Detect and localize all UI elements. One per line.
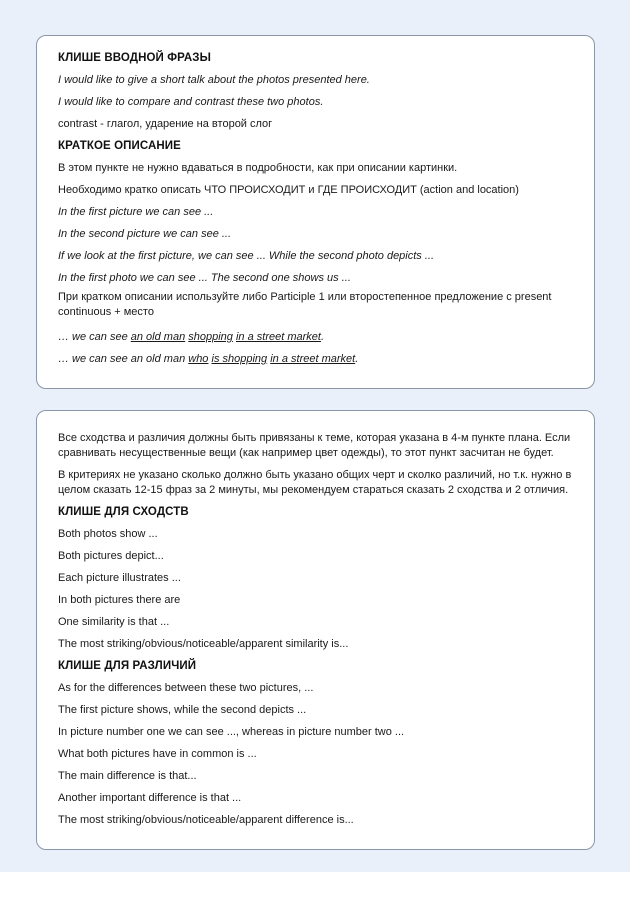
example-row — [58, 327, 578, 349]
diff-phrase-5: The main difference is that... — [58, 770, 197, 782]
compare-note-1: Все сходства и различия должны быть привязаны к теме, которая указана в 4-м пункте плана. Если сравнивать несущественные вещи (как например цвет одежды), то этот пункт засчитан не будет. — [58, 432, 571, 459]
diff-phrase-4: What both pictures have in common is ... — [58, 748, 257, 760]
example-1-place: in a street market — [235, 331, 321, 343]
list-item — [58, 546, 578, 568]
list-item — [58, 766, 578, 788]
diff-phrase-6: Another important difference is that ... — [58, 792, 242, 804]
diff-phrase-1: As for the differences between these two pictures, ... — [58, 682, 314, 694]
example-1-participle: shopping — [188, 331, 233, 343]
intro-phrase-row — [58, 92, 578, 114]
intro-note-row — [58, 114, 578, 136]
intro-phrase-row — [58, 70, 578, 92]
list-item — [58, 612, 578, 634]
brief-heading-row — [58, 136, 578, 158]
intro-card — [36, 35, 595, 389]
diff-phrase-7: The most striking/obvious/noticeable/apparent difference is... — [58, 814, 354, 826]
example-2-end: . — [355, 353, 359, 365]
brief-phrase-1: In the first picture we can see ... — [58, 206, 214, 218]
diff-phrase-3: In picture number one we can see ..., whereas in picture number two ... — [58, 726, 405, 738]
example-1-subject: an old man — [130, 331, 186, 343]
similar-heading: КЛИШЕ ДЛЯ СХОДСТВ — [58, 506, 189, 518]
example-1 — [58, 331, 324, 343]
intro-heading-row — [58, 48, 578, 70]
brief-phrase-row — [58, 268, 578, 290]
list-item — [58, 524, 578, 546]
compare-note-row — [58, 468, 578, 502]
similar-phrase-1: Both photos show ... — [58, 528, 158, 540]
diff-heading: КЛИШЕ ДЛЯ РАЗЛИЧИЙ — [58, 660, 197, 672]
example-2-relative: who — [188, 353, 209, 365]
list-item — [58, 678, 578, 700]
list-item — [58, 722, 578, 744]
similar-phrase-2: Both pictures depict... — [58, 550, 164, 562]
example-row — [58, 349, 578, 371]
example-2-prefix: … we can see an old man — [58, 353, 189, 365]
example-2-place: in a street market — [270, 353, 356, 365]
participle-note-row — [58, 290, 578, 327]
intro-phrase-1: I would like to give a short talk about the photos presented here. — [58, 74, 370, 86]
list-item — [58, 590, 578, 612]
list-item — [58, 568, 578, 590]
brief-heading: КРАТКОЕ ОПИСАНИЕ — [58, 140, 181, 152]
intro-heading: КЛИШЕ ВВОДНОЙ ФРАЗЫ — [58, 52, 211, 64]
compare-note-2: В критериях не указано сколько должно быть указано общих черт и сколко различий, но т.к. нужно в целом сказать 12-15 фраз за 2 минуты, мы рекомендуем стараться сказать 2 сходства и 2 отличия. — [58, 469, 572, 496]
example-1-end: . — [320, 331, 325, 343]
brief-phrase-4: In the first photo we can see ... The second one shows us ... — [58, 272, 351, 284]
brief-phrase-row — [58, 246, 578, 268]
similar-phrase-6: The most striking/obvious/noticeable/apparent similarity is... — [58, 638, 349, 650]
example-2-verb: is shopping — [211, 353, 268, 365]
brief-note-row — [58, 180, 578, 202]
list-item — [58, 788, 578, 810]
brief-note-1: В этом пункте не нужно вдаваться в подробности, как при описании картинки. — [58, 162, 458, 174]
intro-phrase-2: I would like to compare and contrast these two photos. — [58, 96, 324, 108]
similar-heading-row — [58, 502, 578, 524]
similar-phrase-3: Each picture illustrates ... — [58, 572, 181, 584]
diff-heading-row — [58, 656, 578, 678]
participle-note: При кратком описании используйте либо Participle 1 или второстепенное предложение с present continuous + место — [58, 291, 552, 318]
brief-phrase-3: If we look at the first picture, we can see ... While the second photo depicts ... — [58, 250, 435, 262]
list-item — [58, 810, 578, 832]
brief-phrase-row — [58, 202, 578, 224]
brief-note-row — [58, 158, 578, 180]
similar-phrase-5: One similarity is that ... — [58, 616, 170, 628]
compare-note-row — [58, 431, 578, 468]
list-item — [58, 700, 578, 722]
brief-phrase-row — [58, 224, 578, 246]
brief-phrase-2: In the second picture we can see ... — [58, 228, 232, 240]
diff-phrase-2: The first picture shows, while the second depicts ... — [58, 704, 307, 716]
list-item — [58, 744, 578, 766]
example-1-prefix: … we can see — [58, 331, 131, 343]
similar-phrase-4: In both pictures there are — [58, 594, 181, 606]
intro-note: contrast - глагол, ударение на второй слог — [58, 118, 273, 130]
compare-card — [36, 410, 595, 850]
brief-note-2: Необходимо кратко описать ЧТО ПРОИСХОДИТ и ГДЕ ПРОИСХОДИТ (action and location) — [58, 184, 519, 196]
example-2 — [58, 353, 358, 365]
list-item — [58, 634, 578, 656]
